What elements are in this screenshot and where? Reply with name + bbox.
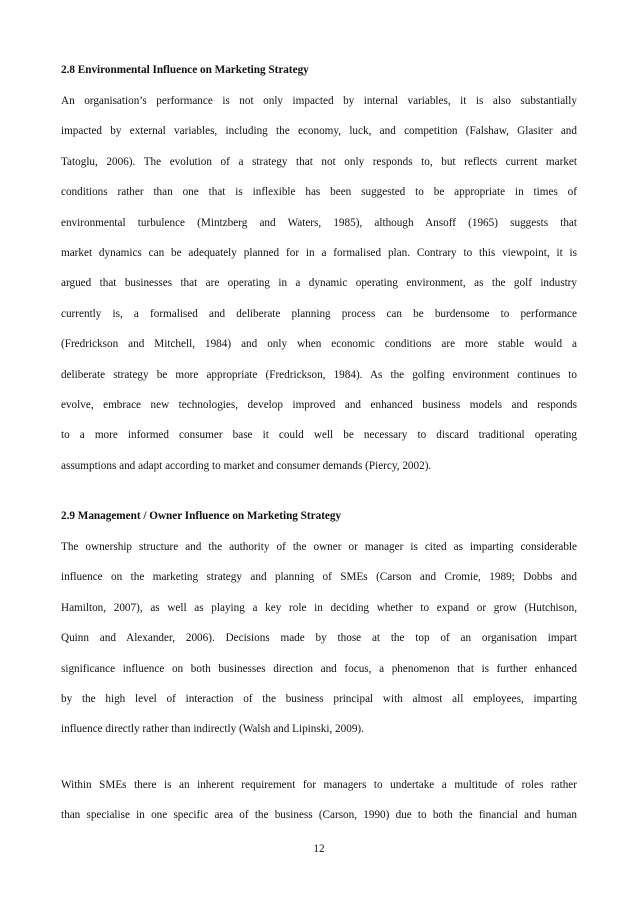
text-line: by the high level of interaction of the business principal with almost all employees, imparting bbox=[61, 692, 577, 705]
section-2-9-heading: 2.9 Management / Owner Influence on Marketing Strategy bbox=[61, 510, 342, 522]
text-line: currently is, a formalised and deliberate planning process can be burdensome to performance bbox=[61, 307, 577, 320]
text-line: assumptions and adapt according to market and consumer demands (Piercy, 2002). bbox=[61, 459, 432, 472]
page-number: 12 bbox=[313, 843, 325, 855]
text-line: influence directly rather than indirectly (Walsh and Lipinski, 2009). bbox=[61, 723, 364, 736]
text-line: impacted by external variables, including the economy, luck, and competition (Falshaw, Glasiter and bbox=[61, 125, 577, 138]
text-line: conditions rather than one that is inflexible has been suggested to be appropriate in times of bbox=[61, 186, 577, 199]
text-line: than specialise in one specific area of the business (Carson, 1990) due to both the financial and human bbox=[61, 809, 577, 822]
text-line: Quinn and Alexander, 2006). Decisions made by those at the top of an organisation impart bbox=[61, 632, 577, 645]
text-line: Tatoglu, 2006). The evolution of a strategy that not only responds to, but reflects current market bbox=[61, 155, 577, 168]
text-line: argued that businesses that are operating in a dynamic operating environment, as the golf industry bbox=[61, 277, 577, 290]
text-line: significance influence on both businesses direction and focus, a phenomenon that is further enhanced bbox=[61, 662, 577, 675]
text-line: (Fredrickson and Mitchell, 1984) and only when economic conditions are more stable would a bbox=[61, 338, 577, 351]
section-2-8-heading: 2.8 Environmental Influence on Marketing Strategy bbox=[61, 64, 309, 76]
smes-paragraph bbox=[61, 770, 577, 831]
text-line: influence on the marketing strategy and planning of SMEs (Carson and Cromie, 1989; Dobbs and bbox=[61, 571, 577, 584]
section-2-9-paragraph bbox=[61, 532, 577, 745]
text-line: to a more informed consumer base it could well be necessary to discard traditional operating bbox=[61, 429, 577, 442]
text-line: market dynamics can be adequately planned for in a formalised plan. Contrary to this viewpoint, it is bbox=[61, 246, 577, 259]
text-line: evolve, embrace new technologies, develop improved and enhanced business models and responds bbox=[61, 398, 577, 411]
text-line: An organisation’s performance is not only impacted by internal variables, it is also substantially bbox=[61, 95, 577, 107]
section-2-8-paragraph bbox=[61, 86, 577, 481]
text-line: The ownership structure and the authority of the owner or manager is cited as imparting considerable bbox=[61, 541, 577, 553]
text-line: environmental turbulence (Mintzberg and Waters, 1985), although Ansoff (1965) suggests that bbox=[61, 216, 577, 229]
text-line: deliberate strategy be more appropriate (Fredrickson, 1984). As the golfing environment continues to bbox=[61, 368, 577, 381]
text-line: Hamilton, 2007), as well as playing a key role in deciding whether to expand or grow (Hutchison, bbox=[61, 601, 577, 614]
text-line: Within SMEs there is an inherent requirement for managers to undertake a multitude of roles rather bbox=[61, 779, 577, 791]
